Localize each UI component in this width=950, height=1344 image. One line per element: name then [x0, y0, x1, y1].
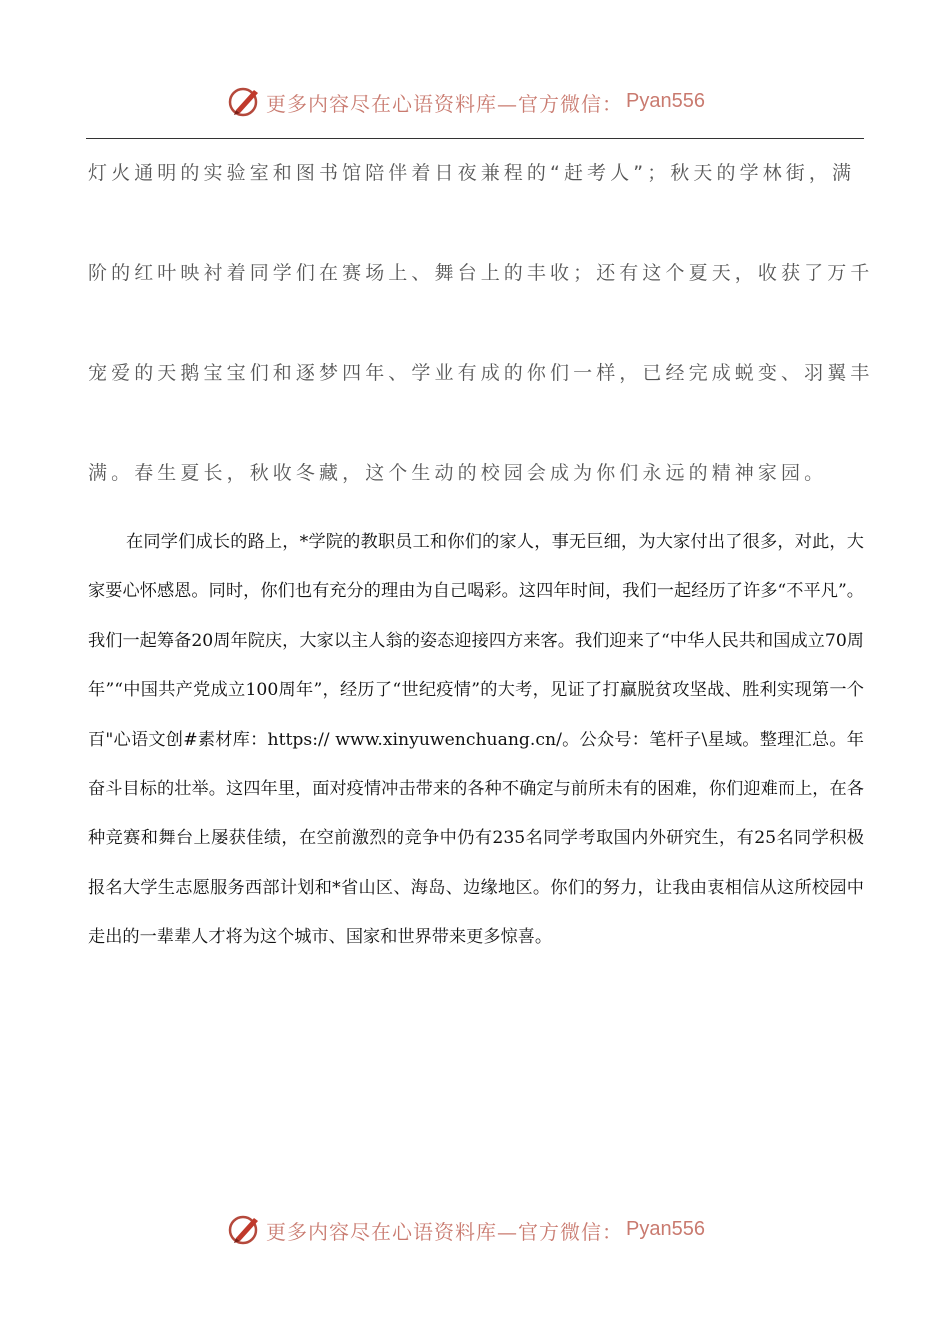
- footer-wechat-id: Pyan556: [626, 1218, 705, 1240]
- verse-line: 阶的红叶映衬着同学们在赛场上、舞台上的丰收；还有这个夏天，收获了万千: [88, 262, 874, 284]
- verse-line: 灯火通明的实验室和图书馆陪伴着日夜兼程的“赶考人”；秋天的学林街，满: [88, 162, 856, 184]
- page-header: [0, 84, 950, 124]
- footer-brand-text: 更多内容尽在心语资料库—官方微信：: [266, 1220, 623, 1244]
- header-wechat-id: Pyan556: [626, 90, 705, 112]
- pen-logo-icon: [228, 84, 262, 118]
- page-footer: [0, 1212, 950, 1252]
- header-divider: [86, 138, 864, 139]
- verse-line: 宠爱的天鹅宝宝们和逐梦四年、学业有成的你们一样，已经完成蜕变、羽翼丰: [88, 362, 874, 384]
- verse-line: 满。春生夏长，秋收冬藏，这个生动的校园会成为你们永远的精神家园。: [88, 462, 828, 484]
- header-brand-text: 更多内容尽在心语资料库—官方微信：: [266, 92, 623, 116]
- pen-logo-icon: [228, 1212, 262, 1246]
- body-paragraph: 在同学们成长的路上，*学院的教职员工和你们的家人，事无巨细，为大家付出了很多，对此，大家要心怀感恩。同时，你们也有充分的理由为自己喝彩。这四年时间，我们一起经历了许多“不平凡”。我们一起筹备20周年院庆，大家以主人翁的姿态迎接四方来客。我们迎来了“中华人民共和国成立70周年”“中国共产党成立100周年”，经历了“世纪疫情”的大考，见证了打赢脱贫攻坚战、胜利实现第一个百"心语文创#素材库：https:// www.xinyuwenchuang.cn/。公众号：笔杆子\星域。整理汇总。年奋斗目标的壮举。这四年里，面对疫情冲击带来的各种不确定与前所未有的困难，你们迎难而上，在各种竞赛和舞台上屡获佳绩，在空前激烈的竞争中仍有235名同学考取国内外研究生，有25名同学积极报名大学生志愿服务西部计划和*省山区、海岛、边缘地区。你们的努力，让我由衷相信从这所校园中走出的一辈辈人才将为这个城市、国家和世界带来更多惊喜。: [88, 532, 864, 948]
- body-text: [88, 518, 864, 963]
